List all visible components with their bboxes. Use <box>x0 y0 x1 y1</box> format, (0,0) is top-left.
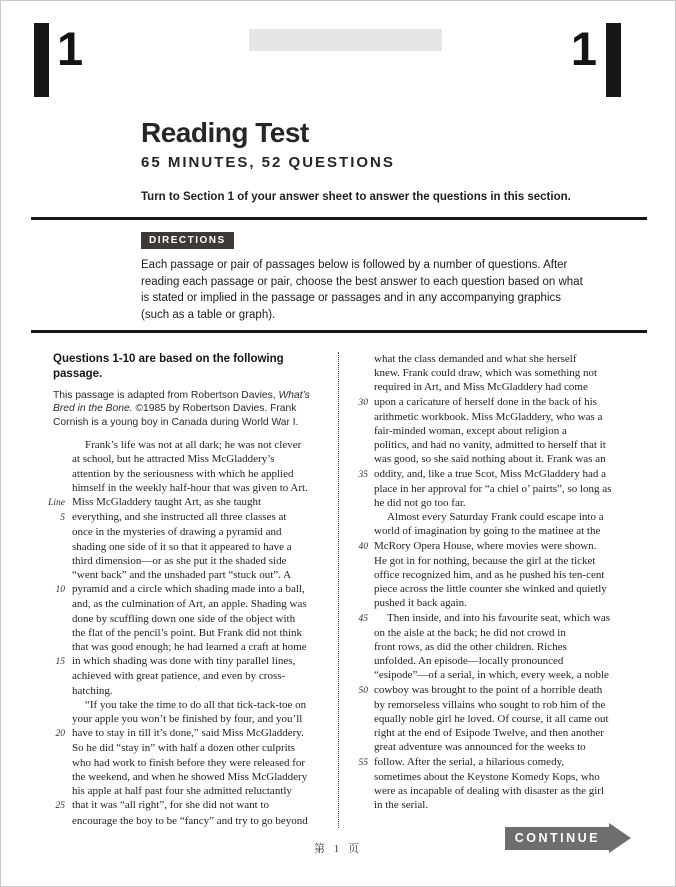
passage-line <box>39 495 336 510</box>
line-text: right at the end of Esipode Twelve, and then another <box>374 727 604 740</box>
passage-line <box>351 668 651 682</box>
line-text: world of imagination by going to the matinee at the <box>374 525 601 538</box>
line-number <box>351 424 374 438</box>
passage-line <box>39 798 336 813</box>
line-number <box>39 669 72 683</box>
passage-columns <box>39 352 651 828</box>
passage-line <box>39 814 336 828</box>
line-text: at school, but he attracted Miss McGladdery’s <box>72 453 275 466</box>
line-number <box>39 741 72 755</box>
line-number <box>39 684 72 698</box>
line-number <box>39 438 72 452</box>
passage-line <box>351 424 651 438</box>
line-text: piece across the little counter she winked and quietly <box>374 583 607 596</box>
section-marker-bar-left <box>34 23 49 97</box>
passage-line <box>351 755 651 770</box>
line-number <box>351 582 374 596</box>
line-number: 35 <box>358 469 368 480</box>
passage-line <box>351 366 651 380</box>
passage-line <box>39 481 336 495</box>
line-number <box>39 712 72 726</box>
line-number <box>39 467 72 481</box>
line-number <box>351 438 374 452</box>
passage-line <box>351 554 651 568</box>
line-text: and, as the culmination of Art, an apple. Shading was <box>72 598 307 611</box>
line-text: great adventure was announced for the weeks to <box>374 741 586 754</box>
line-text: arithmetic workbook. Miss McGladdery, who was a <box>374 410 603 423</box>
line-number <box>351 568 374 582</box>
passage-line <box>351 482 651 496</box>
line-number <box>39 756 72 770</box>
line-number: 20 <box>55 729 65 740</box>
passage-line <box>39 741 336 755</box>
line-text: place in her approval for “a chiel o’ pairts”, so long as <box>374 482 612 495</box>
passage-line <box>39 726 336 741</box>
line-number: Line <box>48 498 65 509</box>
blurb-pre: This passage is adapted from Robertson Davies, <box>53 390 279 401</box>
passage-line <box>39 712 336 726</box>
line-number <box>39 698 72 712</box>
passage-line <box>351 611 651 626</box>
directions-text: Each passage or pair of passages below is followed by a number of questions. After reading each passage or pair, choose the best answer to each question based on what is stated or implied in the passage or passages and in any accompanying graphics (such as a table or graph). <box>141 259 583 321</box>
passage-line <box>39 684 336 698</box>
passage-line <box>351 596 651 610</box>
line-number <box>351 554 374 568</box>
line-number <box>39 568 72 582</box>
questions-range-heading: Questions 1-10 are based on the following passage. <box>53 353 284 380</box>
line-number: 25 <box>55 801 65 812</box>
line-number <box>39 540 72 554</box>
passage-line <box>351 438 651 452</box>
line-text: office recognized him, and as he pushed his ten-cent <box>374 569 605 582</box>
passage-line <box>39 438 336 452</box>
line-text: pushed it back again. <box>374 597 467 610</box>
line-text: that was good enough; he had learned a craft at home <box>72 641 307 654</box>
line-number <box>39 626 72 640</box>
passage-line <box>351 352 651 366</box>
line-number <box>39 814 72 828</box>
line-number <box>351 740 374 754</box>
line-number: 5 <box>60 513 65 524</box>
blank-placeholder-box <box>249 29 442 51</box>
line-text: Then inside, and into his favourite seat, which was <box>387 611 611 624</box>
line-number: 55 <box>358 757 368 768</box>
page-title: Reading Test <box>141 117 309 148</box>
line-number: 30 <box>358 397 368 408</box>
passage-line <box>351 452 651 466</box>
passage-line <box>39 525 336 539</box>
line-number <box>351 410 374 424</box>
passage-line <box>39 582 336 597</box>
line-number <box>351 770 374 784</box>
passage-line <box>351 770 651 784</box>
passage-line <box>39 554 336 568</box>
page-subtitle: 65 MINUTES, 52 QUESTIONS <box>141 154 395 171</box>
line-number <box>351 366 374 380</box>
section-number-left: 1 <box>57 22 84 75</box>
passage-line <box>39 510 336 525</box>
line-text: encourage the boy to be “fancy” and try to go beyond <box>72 814 308 827</box>
passage-line <box>39 640 336 654</box>
line-number <box>39 481 72 495</box>
line-number <box>39 525 72 539</box>
continue-button-label[interactable]: CONTINUE <box>505 827 610 850</box>
line-text: that it was “all right”, for she did not want to <box>72 799 270 812</box>
line-number: 40 <box>358 541 368 552</box>
line-text: “If you take the time to do all that tick-tack-toe on <box>85 698 307 711</box>
passage-line <box>351 654 651 668</box>
line-number <box>351 668 374 682</box>
line-text: unfolded. An episode—locally pronounced <box>374 655 564 668</box>
passage-line <box>351 467 651 482</box>
line-text: what the class demanded and what she herself <box>374 353 577 365</box>
line-text: required in Art, and Miss McGladdery had come <box>374 381 588 394</box>
line-text: were as incapable of dealing with disaster as the girl <box>374 785 605 798</box>
line-text: He got in for nothing, because the girl at the ticket <box>374 554 596 567</box>
passage-line <box>351 726 651 740</box>
passage-line <box>351 626 651 640</box>
passage-line <box>351 740 651 754</box>
passage-line <box>351 539 651 554</box>
passage-line <box>39 756 336 770</box>
horizontal-rule-bottom <box>31 330 647 333</box>
line-number: 10 <box>55 585 65 596</box>
line-number <box>39 784 72 798</box>
line-number <box>351 798 374 812</box>
line-text: hatching. <box>72 684 113 697</box>
line-number <box>351 654 374 668</box>
passage-line <box>351 784 651 798</box>
line-text: his apple at half past four she admitted reluctantly <box>72 785 292 798</box>
line-text: the weekend, and when he showed Miss McGladdery <box>72 770 308 783</box>
passage-line <box>39 698 336 712</box>
line-number: 50 <box>358 685 368 696</box>
line-text: So he did “stay in” with half a dozen other culprits <box>72 742 295 755</box>
line-number <box>351 726 374 740</box>
line-text: pyramid and a circle which shading made into a ball, <box>72 583 305 596</box>
line-text: he did not go too far. <box>374 497 466 510</box>
line-text: McRory Opera House, where movies were shown. <box>374 539 597 552</box>
passage-line <box>351 640 651 654</box>
line-text: politics, and had no vanity, admitted to herself that it <box>374 439 606 452</box>
line-text: himself in the weekly half-hour that was given to Art. <box>72 481 308 494</box>
line-text: on the aisle at the back; he did not crowd in <box>374 626 566 639</box>
line-text: third dimension—or as she put it the shaded side <box>72 554 287 567</box>
line-number <box>351 380 374 394</box>
line-number: 15 <box>55 657 65 668</box>
passage-line <box>39 784 336 798</box>
line-text: once in the mysteries of drawing a pyramid and <box>72 526 282 539</box>
line-text: cowboy was brought to the point of a horrible death <box>374 683 603 696</box>
line-number <box>351 640 374 654</box>
line-text: your apple you won’t be finished by four, and you’ll <box>72 713 303 726</box>
directions-badge: DIRECTIONS <box>141 232 234 249</box>
line-text: upon a caricature of herself done in the back of his <box>374 395 597 408</box>
passage-line <box>39 612 336 626</box>
passage-column-right <box>339 352 651 828</box>
line-number <box>39 640 72 654</box>
line-number: 45 <box>358 613 368 624</box>
section-instruction: Turn to Section 1 of your answer sheet to answer the questions in this section. <box>141 191 571 203</box>
passage-line <box>351 496 651 510</box>
passage-line <box>39 597 336 611</box>
line-text: “esipode”—of a serial, in which, every week, a noble <box>374 669 609 682</box>
line-text: Miss McGladdery taught Art, as she taught <box>72 496 262 509</box>
passage-line <box>351 395 651 410</box>
line-number <box>351 510 374 524</box>
passage-line <box>351 380 651 394</box>
passage-line <box>351 683 651 698</box>
line-text: have to stay in till it’s done,” said Miss McGladdery. <box>72 727 304 740</box>
line-text: who had work to finish before they were released for <box>72 756 306 769</box>
line-number <box>351 626 374 640</box>
passage-line <box>39 669 336 683</box>
passage-line <box>351 712 651 726</box>
page-number-label: 第 1 页 <box>314 843 362 855</box>
horizontal-rule-top <box>31 217 647 220</box>
line-number <box>39 597 72 611</box>
line-text: sometimes about the Keystone Komedy Kops, who <box>374 770 600 783</box>
continue-button[interactable] <box>505 823 631 853</box>
line-number <box>351 352 374 366</box>
section-marker-bar-right <box>606 23 621 97</box>
line-number <box>351 524 374 538</box>
passage-line <box>39 452 336 466</box>
line-number <box>351 452 374 466</box>
line-text: by remorseless villains who sought to rob him of the <box>374 698 606 711</box>
line-text: attention by the seriousness with which he applied <box>72 467 294 480</box>
line-text: the flat of the pencil’s point. But Frank did not think <box>72 626 303 639</box>
passage-line <box>39 626 336 640</box>
line-text: oddity, and, like a true Scot, Miss McGladdery had a <box>374 467 607 480</box>
line-number <box>351 712 374 726</box>
line-text: done by scuffling down one side of the object with <box>72 612 296 625</box>
passage-lines-right <box>351 352 651 813</box>
blurb-post: ©1985 by Robertson Davies. Frank Cornish is a young boy in Canada during World War I. <box>53 403 299 428</box>
section-number-right: 1 <box>570 22 597 75</box>
passage-line <box>351 524 651 538</box>
line-number <box>351 482 374 496</box>
passage-line <box>39 654 336 669</box>
arrow-right-icon <box>609 823 631 853</box>
passage-line <box>351 510 651 524</box>
passage-line <box>351 410 651 424</box>
line-number <box>39 452 72 466</box>
line-number <box>351 496 374 510</box>
line-text: front rows, as did the other children. Riches <box>374 641 567 654</box>
line-text: achieved with great patience, and even by cross- <box>72 670 286 683</box>
line-text: shading one side of it so that it appeared to have a <box>72 540 292 553</box>
line-text: in the serial. <box>374 799 429 812</box>
line-text: fair-minded woman, except about religion a <box>374 425 567 438</box>
passage-line <box>39 467 336 481</box>
blurb-book-title: What’s Bred in the Bone. <box>53 390 310 415</box>
passage-line <box>351 698 651 712</box>
passage-source-blurb <box>53 389 334 429</box>
passage-line <box>351 798 651 812</box>
line-text: Almost every Saturday Frank could escape into a <box>387 511 604 524</box>
passage-line <box>39 770 336 784</box>
passage-lines-left <box>39 438 336 827</box>
passage-line <box>39 568 336 582</box>
line-text: everything, and she instructed all three classes at <box>72 511 287 524</box>
line-number <box>39 554 72 568</box>
line-text: in which shading was done with tiny parallel lines, <box>72 655 296 668</box>
line-number <box>351 596 374 610</box>
passage-column-left <box>39 352 336 828</box>
line-text: was good, so she said nothing about it. Frank was an <box>374 453 606 466</box>
passage-line <box>351 568 651 582</box>
line-text: knew. Frank could draw, which was something not <box>374 367 598 380</box>
passage-line <box>351 582 651 596</box>
line-text: follow. After the serial, a hilarious comedy, <box>374 755 565 768</box>
line-number <box>39 770 72 784</box>
passage-line <box>39 540 336 554</box>
line-text: Frank’s life was not at all dark; he was not clever <box>85 439 302 452</box>
line-text: “went back” and the unshaded part “stuck out”. A <box>72 569 292 582</box>
line-number <box>39 612 72 626</box>
line-number <box>351 784 374 798</box>
line-number <box>351 698 374 712</box>
line-text: equally noble girl he loved. Of course, it all came out <box>374 713 609 726</box>
